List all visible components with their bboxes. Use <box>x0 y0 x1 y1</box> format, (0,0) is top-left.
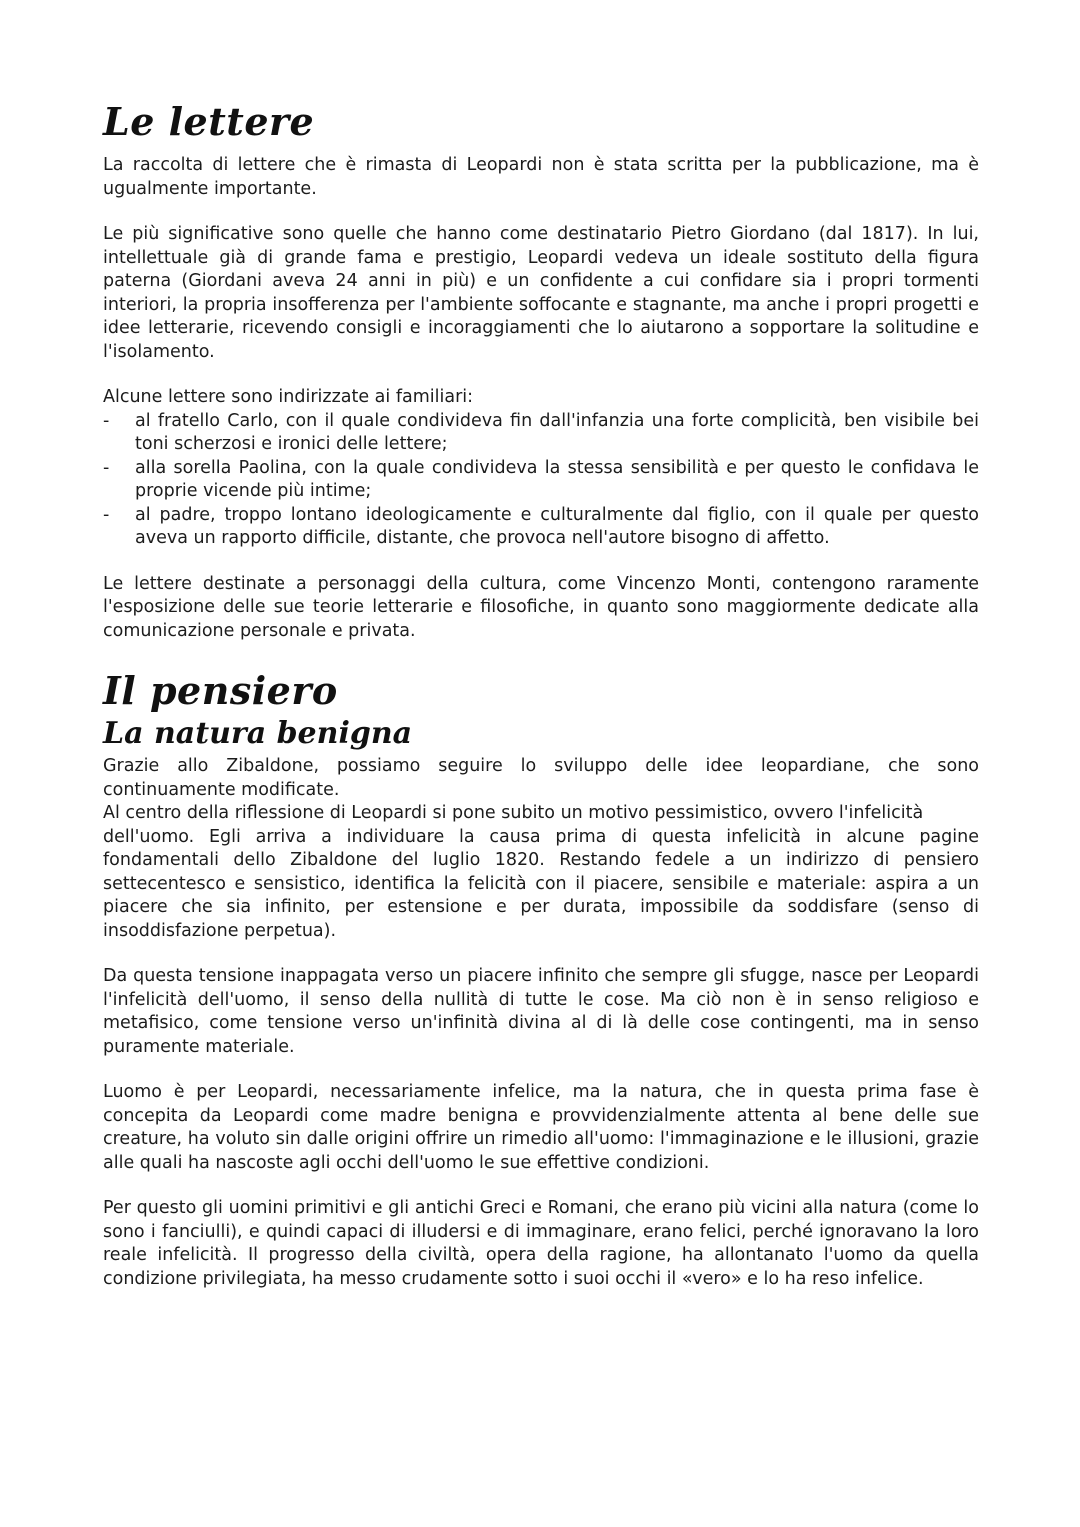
thought-paragraph-natura: Luomo è per Leopardi, necessariamente infelice, ma la natura, che in questa prima fase è concepita da Leopardi come madre benigna e provvidenzialmente attenta al bene delle sue creature, ha voluto sin dalle origini offrire un rimedio all'uomo: l'immaginazione e le illusioni, grazie alle quali ha nascoste agli occhi dell'uomo le sue effettive condizioni. <box>103 1082 979 1173</box>
thought-paragraph-piacere: dell'uomo. Egli arriva a individuare la causa prima di questa infelicità in alcune pagine fondamentali dello Zibaldone del luglio 1820. Restando fedele a un indirizzo di pensiero settecentesco e sensistico, identifica la felicità con il piacere, sensibile e materiale: aspira a un piacere che sia infinito, per estensione e per durata, impossibile da soddisfare (senso di insoddisfazione perpetua). <box>103 826 979 941</box>
bullet-dash: - <box>103 504 110 525</box>
section-title-thought: Il pensiero <box>103 668 338 713</box>
section-title-letters: Le lettere <box>103 99 315 144</box>
thought-paragraph-zibaldone: Grazie allo Zibaldone, possiamo seguire lo sviluppo delle idee leopardiane, che sono continuamente modificate. <box>103 756 979 800</box>
letters-paragraph-intro: La raccolta di lettere che è rimasta di Leopardi non è stata scritta per la pubblicazione, ma è ugualmente importante. <box>103 155 979 199</box>
thought-paragraph-pessimism: Al centro della riflessione di Leopardi si pone subito un motivo pessimistico, ovvero l'infelicità <box>103 803 924 823</box>
thought-paragraph-antichi: Per questo gli uomini primitivi e gli antichi Greci e Romani, che erano più vicini alla natura (come lo sono i fanciulli), e quindi capaci di illudersi e di immaginare, erano felici, perché ignoravano la loro reale infelicità. Il progresso della civiltà, opera della ragione, ha allontanato l'uomo da quella condizione privilegiata, ha messo crudamente sotto i suoi occhi il «vero» e lo ha reso infelice. <box>103 1198 979 1289</box>
subsection-title-natura-benigna: La natura benigna <box>103 716 413 751</box>
list-item-padre <box>103 504 979 551</box>
list-item-text: alla sorella Paolina, con la quale condivideva la stessa sensibilità e per questo le confidava le proprie vicende più intime; <box>135 457 979 501</box>
list-item-text: al fratello Carlo, con il quale condivideva fin dall'infanzia una forte complicità, ben visibile bei toni scherzosi e ironici delle lettere; <box>135 410 979 454</box>
bullet-dash: - <box>103 457 110 478</box>
family-list <box>103 410 979 551</box>
list-item-text: al padre, troppo lontano ideologicamente e culturalmente dal figlio, con il quale per questo aveva un rapporto difficile, distante, che provoca nell'autore bisogno di affetto. <box>135 504 979 548</box>
list-item-paolina <box>103 457 979 504</box>
family-intro: Alcune lettere sono indirizzate ai familiari: <box>103 387 474 407</box>
document-page <box>103 100 979 1313</box>
list-item-carlo <box>103 410 979 457</box>
bullet-dash: - <box>103 410 110 431</box>
letters-paragraph-giordani: Le più significative sono quelle che hanno come destinatario Pietro Giordano (dal 1817). In lui, intellettuale già di grande fama e prestigio, Leopardi vedeva un ideale sostituto della figura paterna (Giordani aveva 24 anni in più) e un confidente a cui confidare sia i propri tormenti interiori, la propria insofferenza per l'ambiente soffocante e stagnante, ma anche i propri progetti e idee letterarie, ricevendo consigli e incoraggiamenti che lo aiutarono a sopportare la solitudine e l'isolamento. <box>103 224 979 362</box>
thought-paragraph-tensione: Da questa tensione inappagata verso un piacere infinito che sempre gli sfugge, nasce per Leopardi l'infelicità dell'uomo, il senso della nullità di tutte le cose. Ma ciò non è in senso religioso e metafisico, come tensione verso un'infinità divina al di là delle cose contingenti, ma in senso puramente materiale. <box>103 966 979 1057</box>
letters-paragraph-culture: Le lettere destinate a personaggi della cultura, come Vincenzo Monti, contengono raramente l'esposizione delle sue teorie letterarie e filosofiche, in quanto sono maggiormente dedicate alla comunicazione personale e privata. <box>103 573 979 641</box>
